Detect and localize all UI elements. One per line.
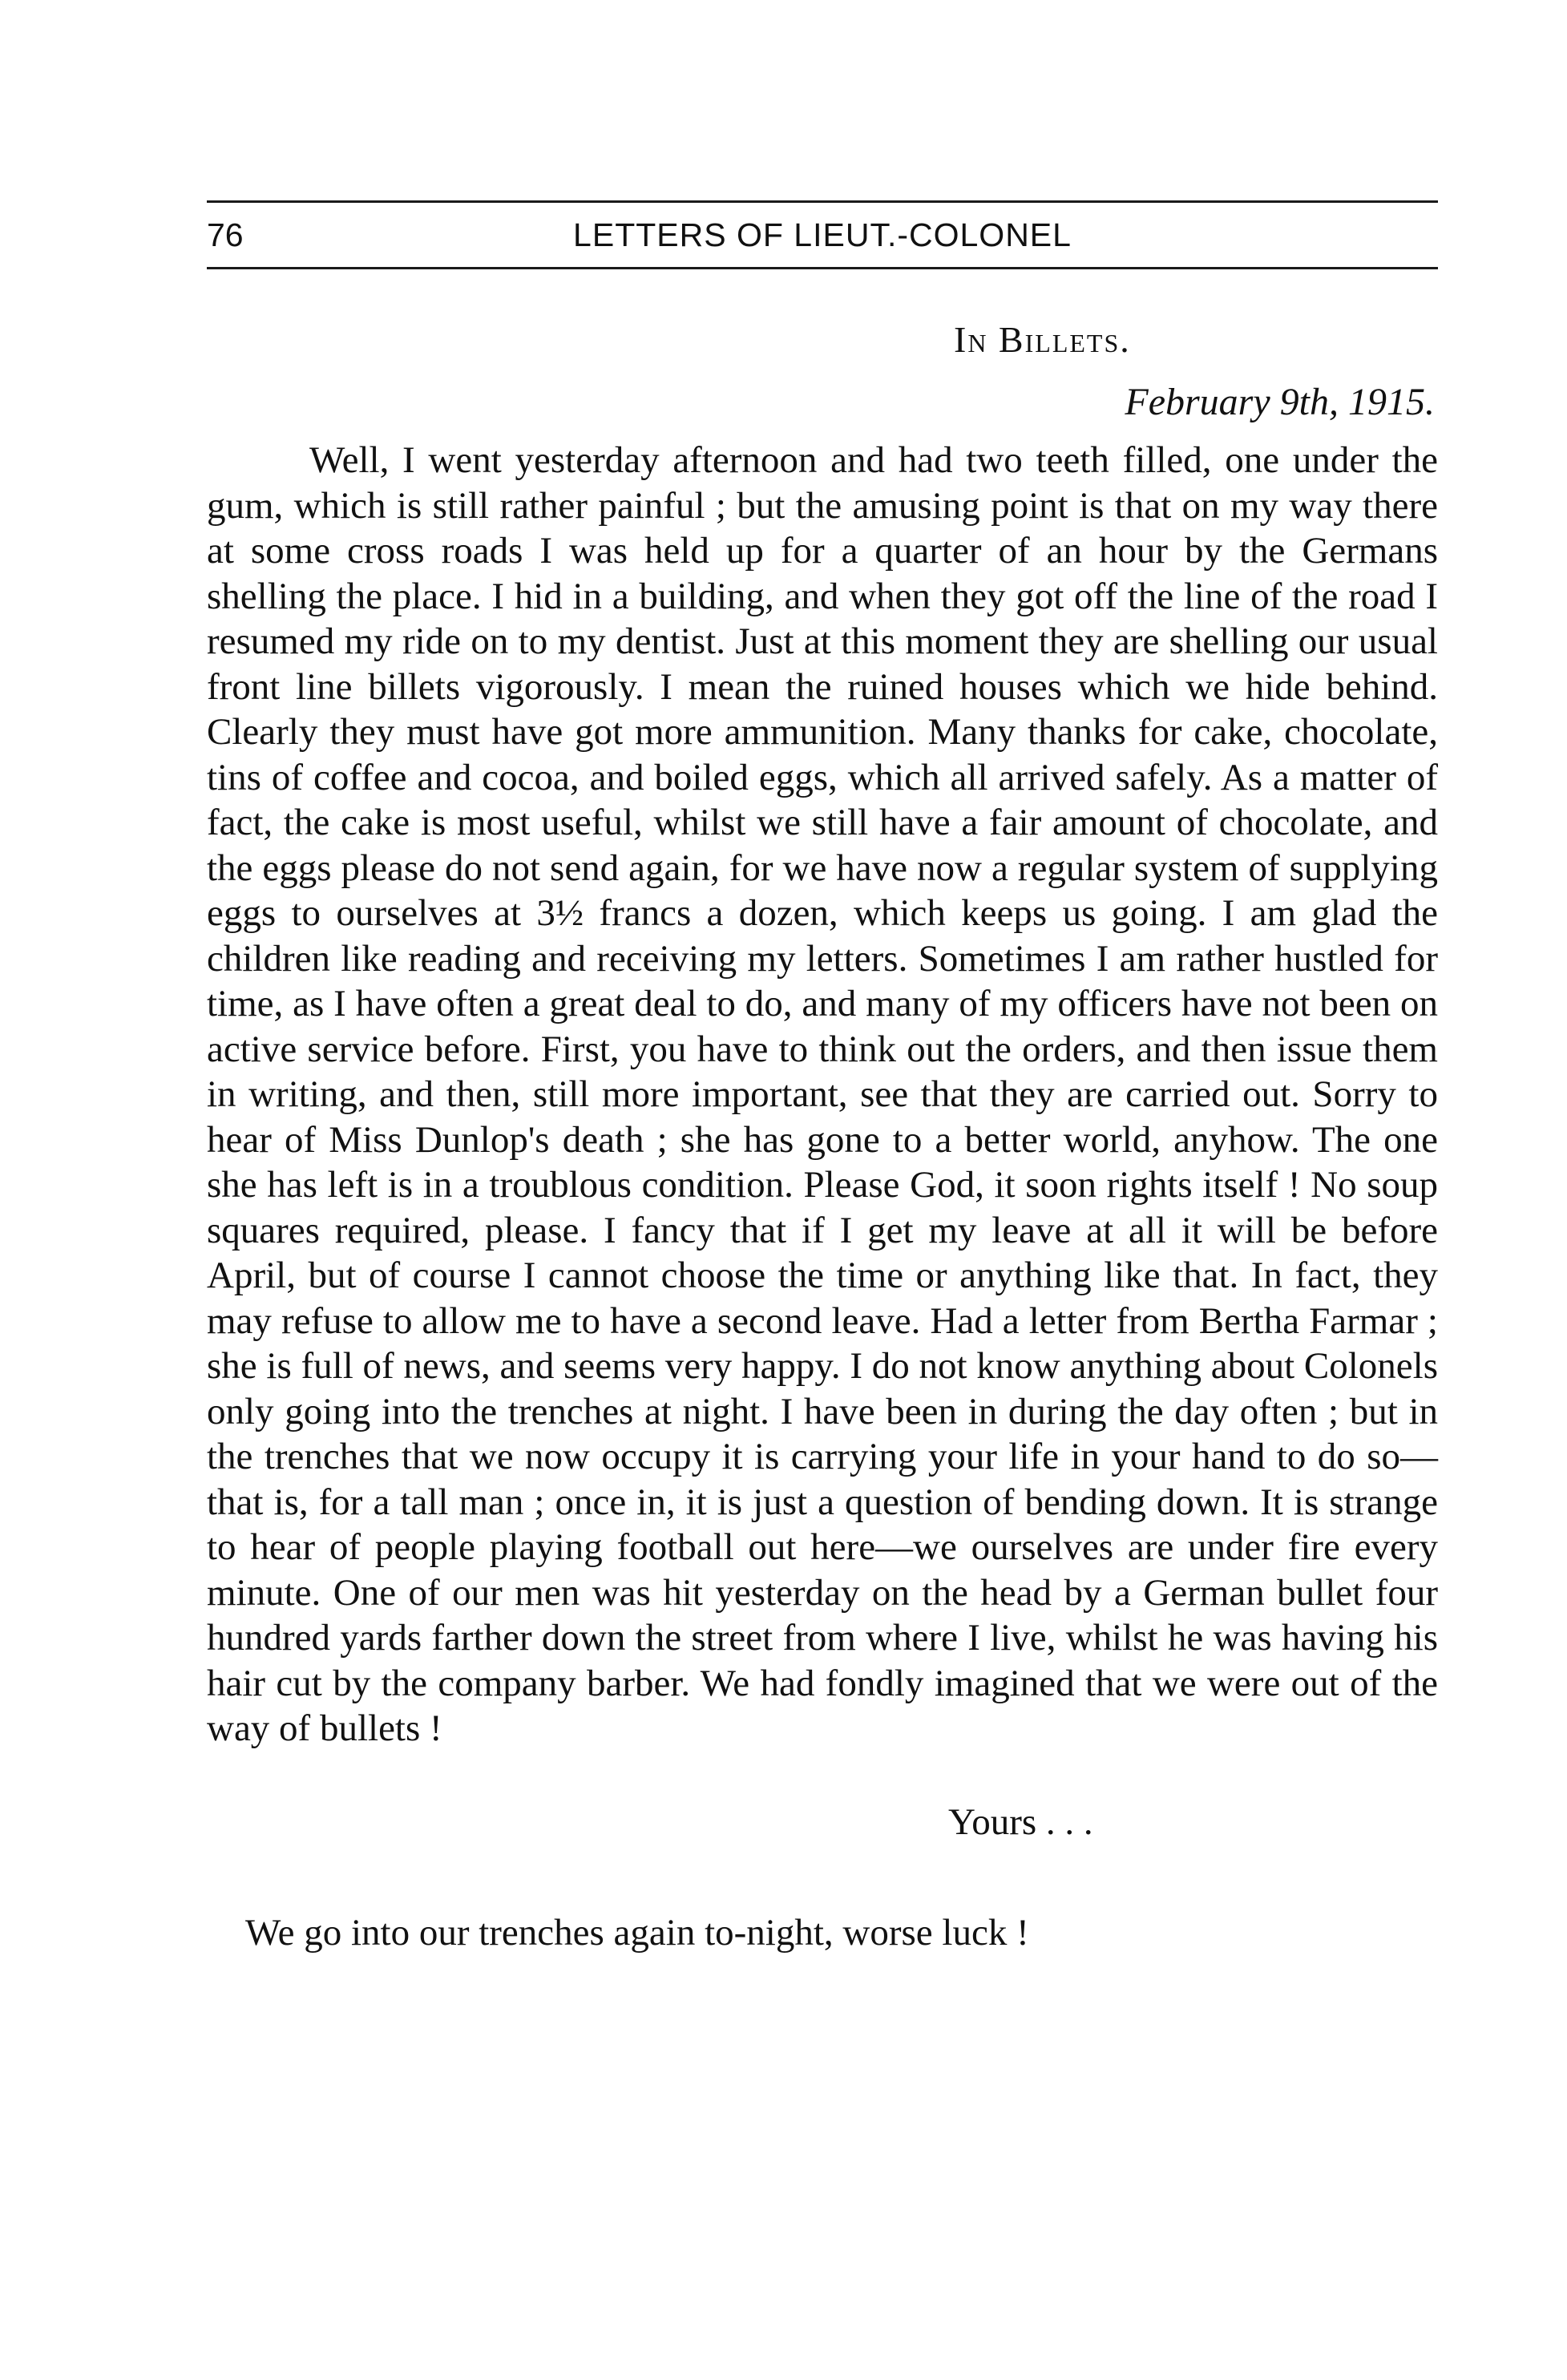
letter-sign-off: Yours . . . [948,1800,1093,1843]
letter-date: February 9th, 1915. [1125,381,1435,423]
page-number: 76 [207,216,244,253]
header-rule [207,267,1438,269]
book-page [207,200,1438,1957]
running-title: LETTERS OF LIEUT.-COLONEL [573,216,1072,253]
letter-place: In Billets. [954,319,1131,360]
running-head [207,203,1438,267]
letter-body: Well, I went yesterday afternoon and had two teeth filled, one under the gum, which is still rather painful ; but the amusing point is that on my way there at some cross roads I was held up for a quarter of an hour by the Germans shelling the place. I hid in a building, and when they got off the line of the road I resumed my ride on to my dentist. Just at this moment they are shelling our usual front line billets vigorously. I mean the ruined houses which we hide behind. Clearly they must have got more ammunition. Many thanks for cake, chocolate, tins of coffee and cocoa, and boiled eggs, which all arrived safely. As a matter of fact, the cake is most useful, whilst we still have a fair amount of chocolate, and the eggs please do not send again, for we have now a regular system of supplying eggs to ourselves at 3½ francs a dozen, which keeps us going. I am glad the children like reading and receiving my letters. Sometimes I am rather hustled for time, as I have often a great deal to do, and many of my officers have not been on active service before. First, you have to think out the orders, and then issue them in writing, and then, still more important, see that they are carried out. Sorry to hear of Miss Dunlop's death ; she has gone to a better world, anyhow. The one she has left is in a troublous condition. Please God, it soon rights itself ! No soup squares required, please. I fancy that if I get my leave at all it will be before April, but of course I cannot choose the time or anything like that. In fact, they may refuse to allow me to have a second leave. Had a letter from Bertha Farmar ; she is full of news, and seems very happy. I do not know anything about Colonels only going into the trenches at night. I have been in during the day often ; but in the trenches that we now occupy it is carrying your life in your hand to do so—that is, for a tall man ; once in, it is just a question of bending down. It is strange to hear of people playing football out here—we ourselves are under fire every minute. One of our men was hit yesterday on the head by a German bullet four hundred yards farther down the street from where I live, whilst he was having his hair cut by the company barber. We had fondly imagined that we were out of the way of bullets ! [207,439,1438,1749]
letter-postscript: We go into our trenches again to-night, worse luck ! [245,1911,1029,1954]
